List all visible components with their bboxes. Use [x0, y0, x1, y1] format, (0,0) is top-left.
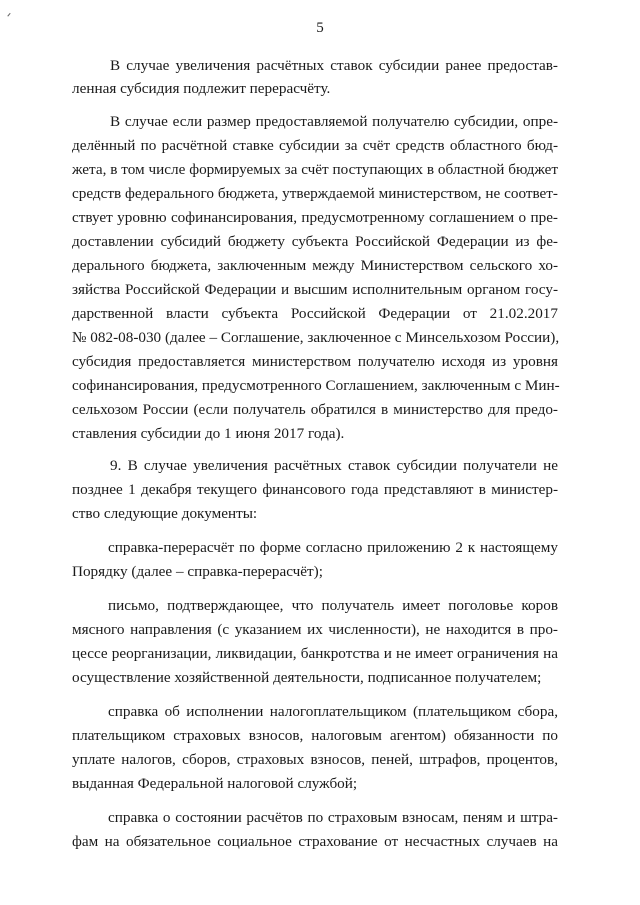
text-line: справка-перерасчёт по форме согласно приложению 2 к настоящему [108, 539, 558, 556]
margin-tick-mark [7, 13, 13, 19]
text-line: выданная Федеральной налоговой службой; [72, 775, 358, 792]
text-line: позднее 1 декабря текущего финансового года представляют в министер- [72, 481, 558, 498]
text-line: справка о состоянии расчётов по страховым взносам, пеням и штра- [108, 809, 558, 826]
text-line: зяйства Российской Федерации и высшим исполнительным органом госу- [72, 281, 558, 298]
text-line: ствует уровню софинансирования, предусмотренному соглашением о пре- [72, 209, 558, 226]
text-line: субсидия предоставляется министерством получателю исходя из уровня [72, 353, 558, 370]
text-line: № 082-08-030 (далее – Соглашение, заключенное с Минсельхозом России), [72, 329, 560, 346]
text-line: ставления субсидии до 1 июня 2017 года). [72, 425, 345, 442]
text-line: ленная субсидия подлежит перерасчёту. [72, 80, 331, 97]
text-line: письмо, подтверждающее, что получатель имеет поголовье коров [108, 597, 558, 614]
text-line: справка об исполнении налогоплательщиком (плательщиком сбора, [108, 703, 558, 720]
text-line: мясного направления (с указанием их численности), не находится в про- [72, 621, 558, 638]
text-line: дерального бюджета, заключенным между Министерством сельского хо- [72, 257, 558, 274]
text-line: сельхозом России (если получатель обратился в министерство для предо- [72, 401, 558, 418]
text-line: цессе реорганизации, ликвидации, банкротства и не имеет ограничения на [72, 645, 558, 662]
text-line: фам на обязательное социальное страхование от несчастных случаев на [72, 833, 558, 850]
text-line: софинансирования, предусмотренного Соглашением, заключенным с Мин- [72, 377, 560, 394]
text-line: доставлении субсидий бюджету субъекта Российской Федерации из фе- [72, 233, 558, 250]
text-line: Порядку (далее – справка-перерасчёт); [72, 563, 323, 580]
text-line: ство следующие документы: [72, 505, 258, 522]
text-line: осуществление хозяйственной деятельности, подписанное получателем; [72, 669, 542, 686]
text-line: В случае если размер предоставляемой получателю субсидии, опре- [110, 113, 558, 130]
text-line: В случае увеличения расчётных ставок субсидии ранее предостав- [110, 57, 558, 74]
text-line: средств федерального бюджета, утверждаемой министерством, не соответ- [72, 185, 558, 202]
text-line: дарственной власти субъекта Российской Федерации от 21.02.2017 [72, 305, 558, 322]
text-line: жета, в том числе формируемых за счёт поступающих в областной бюджет [72, 161, 558, 178]
page-number: 5 [316, 20, 324, 36]
text-line: уплате налогов, сборов, страховых взносов, пеней, штрафов, процентов, [72, 751, 558, 768]
text-line: плательщиком страховых взносов, налоговым агентом) обязанности по [72, 727, 558, 744]
text-line: делённый по расчётной ставке субсидии за счёт средств областного бюд- [72, 137, 558, 154]
text-line: 9. В случае увеличения расчётных ставок субсидии получатели не [110, 457, 558, 474]
